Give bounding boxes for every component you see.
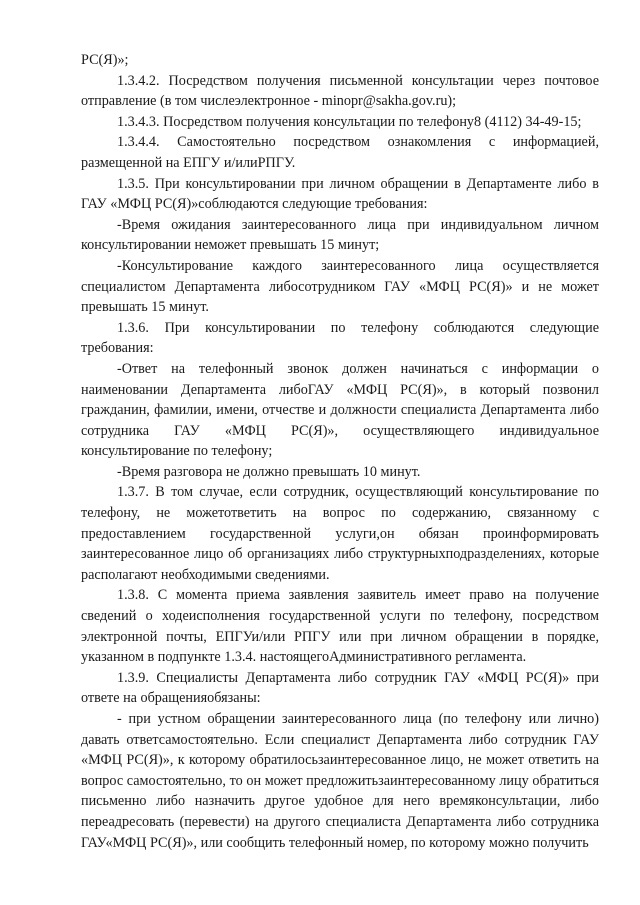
- paragraph-1-3-6: 1.3.6. При консультировании по телефону соблюдаются следующие требования:: [81, 319, 599, 357]
- paragraph-phone-answer: -Ответ на телефонный звонок должен начинаться с информации о наименовании Департамента либоГАУ «МФЦ РС(Я)», в который позвонил гражданин, фамилии, имени, отчестве и должности специалиста Департамента либо сотрудника ГАУ «МФЦ РС(Я)», осуществляющего индивидуальное консультирование по телефону;: [81, 360, 599, 460]
- document-body: [81, 50, 599, 853]
- paragraph-1-3-9: 1.3.9. Специалисты Департамента либо сотрудник ГАУ «МФЦ РС(Я)» при ответе на обращенияобязаны:: [81, 669, 599, 707]
- paragraph-1-3-5: 1.3.5. При консультировании при личном обращении в Департаменте либо в ГАУ «МФЦ РС(Я)»соблюдаются следующие требования:: [81, 175, 599, 213]
- paragraph-oral-request: - при устном обращении заинтересованного лица (по телефону или лично) давать ответсамостоятельно. Если специалист Департамента либо сотрудник ГАУ «МФЦ РС(Я)», к которому обратилосьзаинтересованное лицо, не может ответить на вопрос самостоятельно, то он может предложитьзаинтересованному лицу обратиться письменно либо назначить другое удобное для него времяконсультации, либо переадресовать (перевести) на другого специалиста Департамента либо сотрудника ГАУ«МФЦ РС(Я)», или сообщить телефонный номер, по которому можно получить: [81, 711, 599, 851]
- paragraph-1-3-4-2: 1.3.4.2. Посредством получения письменной консультации через почтовое отправление (в том числеэлектронное - minopr@sakha.gov.ru);: [81, 72, 599, 110]
- paragraph-1-3-7: 1.3.7. В том случае, если сотрудник, осуществляющий консультирование по телефону, не можетответить на вопрос по содержанию, связанному с предоставлением государственной услуги,он обязан проинформировать заинтересованное лицо об организациях либо структурныхподразделениях, которые располагают необходимыми сведениями.: [81, 484, 599, 583]
- paragraph-1-3-4-3: 1.3.4.3. Посредством получения консультации по телефону8 (4112) 34-49-15;: [117, 113, 582, 130]
- paragraph-continuation: РС(Я)»;: [81, 52, 129, 68]
- paragraph-consultation-duration: -Консультирование каждого заинтересованного лица осуществляется специалистом Департамента либосотрудником ГАУ «МФЦ РС(Я)» и не может превышать 15 минут.: [81, 257, 599, 316]
- paragraph-waiting-time: -Время ожидания заинтересованного лица при индивидуальном личном консультировании неможет превышать 15 минут;: [81, 216, 599, 254]
- paragraph-1-3-4-4: 1.3.4.4. Самостоятельно посредством ознакомления с информацией, размещенной на ЕПГУ и/илиРПГУ.: [81, 134, 599, 171]
- paragraph-1-3-8: 1.3.8. С момента приема заявления заявитель имеет право на получение сведений о ходеисполнения государственной услуги по телефону, посредством электронной почты, ЕПГУи/или РПГУ или при личном обращении в порядке, указанном в подпункте 1.3.4. настоящегоАдминистративного регламента.: [81, 587, 599, 666]
- paragraph-call-duration: -Время разговора не должно превышать 10 минут.: [117, 463, 421, 480]
